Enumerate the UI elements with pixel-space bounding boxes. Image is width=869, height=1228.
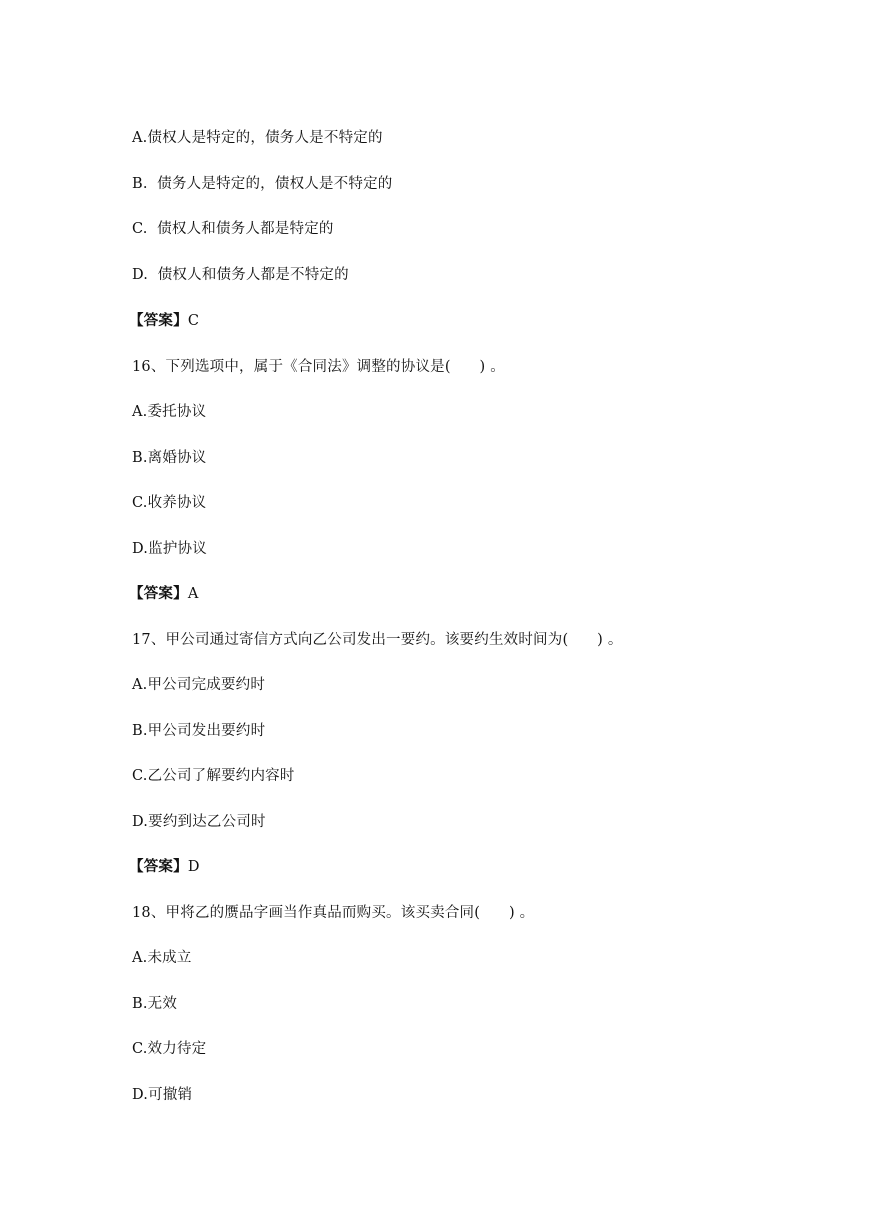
answer-value: C xyxy=(187,313,200,329)
option-q18-c: C.效力待定 xyxy=(132,1041,207,1057)
option-q18-a: A.未成立 xyxy=(132,950,192,966)
question-17: 17、甲公司通过寄信方式向乙公司发出一要约。该要约生效时间为( ) 。 xyxy=(132,632,623,648)
option-q15-a: A.债权人是特定的，债务人是不特定的 xyxy=(132,130,383,146)
answer-q17: 【答案】D xyxy=(129,858,200,875)
option-q18-b: B.无效 xyxy=(132,996,178,1012)
option-q16-d: D.监护协议 xyxy=(132,541,207,557)
option-q16-a: A.委托协议 xyxy=(132,404,207,420)
answer-value: D xyxy=(187,859,200,875)
option-q15-b: B. 债务人是特定的，债权人是不特定的 xyxy=(132,176,393,192)
answer-q16: 【答案】A xyxy=(129,585,199,602)
answer-label: 答案 xyxy=(143,858,174,875)
answer-q15: 【答案】C xyxy=(129,312,200,329)
question-18: 18、甲将乙的赝品字画当作真品而购买。该买卖合同( ) 。 xyxy=(132,905,535,921)
option-q17-b: B.甲公司发出要约时 xyxy=(132,723,266,739)
answer-label: 答案 xyxy=(143,585,174,602)
option-q15-c: C. 债权人和债务人都是特定的 xyxy=(132,221,334,237)
option-q16-c: C.收养协议 xyxy=(132,495,207,511)
option-q15-d: D. 债权人和债务人都是不特定的 xyxy=(132,267,349,283)
option-q18-d: D.可撤销 xyxy=(132,1087,193,1103)
option-q17-c: C.乙公司了解要约内容时 xyxy=(132,768,295,784)
question-16: 16、下列选项中，属于《合同法》调整的协议是( ) 。 xyxy=(132,359,505,375)
answer-value: A xyxy=(187,586,199,602)
answer-label: 答案 xyxy=(143,312,174,329)
option-q16-b: B.离婚协议 xyxy=(132,450,207,466)
option-q17-d: D.要约到达乙公司时 xyxy=(132,814,266,830)
option-q17-a: A.甲公司完成要约时 xyxy=(132,677,266,693)
